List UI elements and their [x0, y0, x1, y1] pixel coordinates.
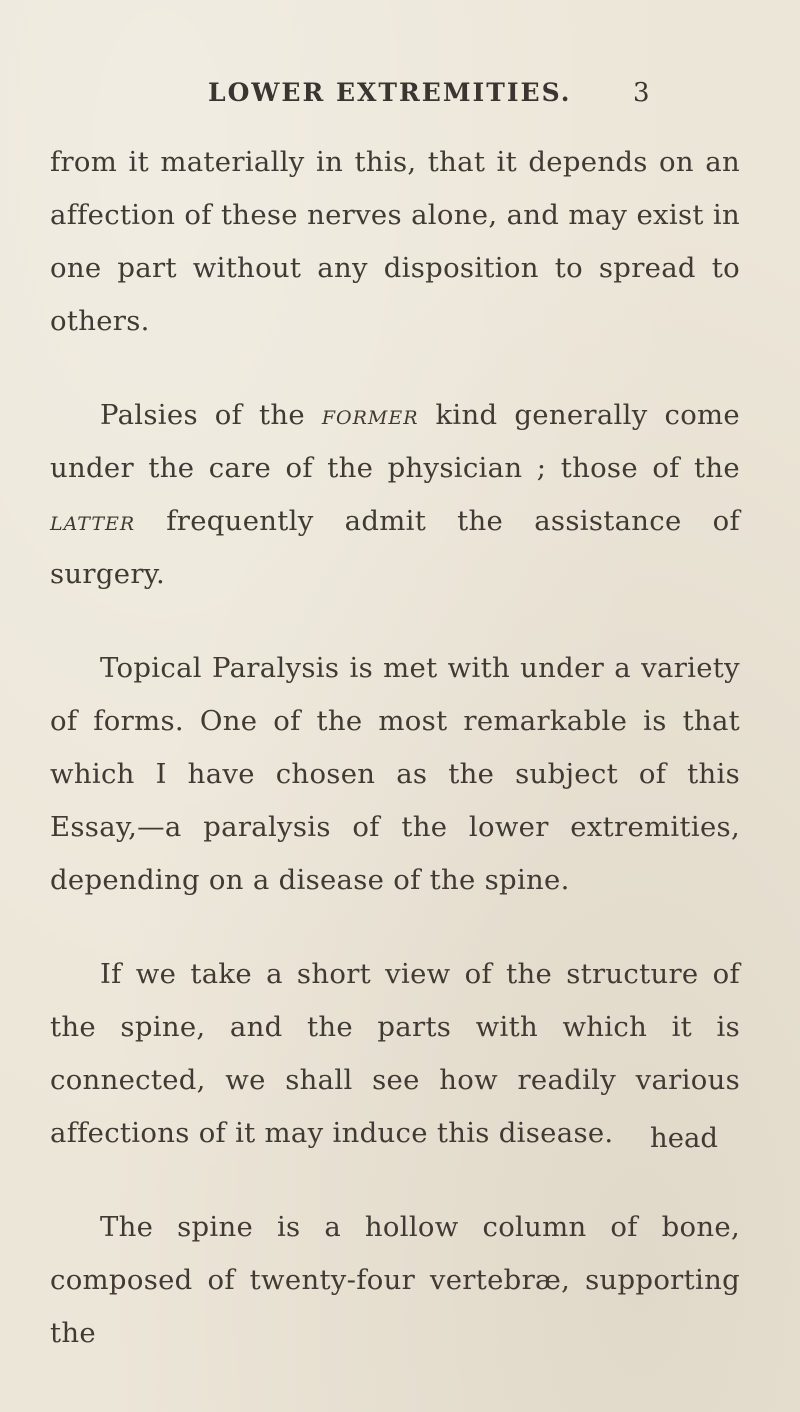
running-head: LOWER EXTREMITIES. [208, 78, 572, 107]
paragraph-2-text-b: kind generally come under the care of the physician ; those of the [50, 399, 741, 484]
paragraph-4-text: If we take a short view of the structure of the spine, and the parts with which it is connected, we shall see how readily various affections of it may induce this disease. [50, 958, 740, 1149]
paragraph-5-text: The spine is a hollow column of bone, composed of twenty-four vertebræ, supporting the [50, 1211, 740, 1349]
body-text [50, 136, 740, 1360]
paragraph-1 [50, 136, 740, 348]
paragraph-1-text: from it materially in this, that it depends on an affection of these nerves alone, and may exist in one part without any disposition to spread to others. [50, 146, 740, 337]
catchword: head [650, 1122, 718, 1154]
paragraph-3-text: Topical Paralysis is met with under a variety of forms. One of the most remarkable is that which I have chosen as the subject of this Essay,—a paralysis of the lower extremities, depending on a disease of the spine. [50, 652, 740, 896]
paragraph-4 [50, 948, 740, 1160]
page-number: 3 [633, 78, 650, 108]
paragraph-2-text-c: frequently admit the assistance of surgery. [50, 505, 740, 590]
paragraph-5 [50, 1201, 740, 1360]
page-header [0, 78, 800, 118]
small-caps-former: former [321, 399, 419, 431]
small-caps-latter: latter [50, 505, 136, 537]
paragraph-3 [50, 642, 740, 907]
paragraph-2-text-a: Palsies of the [100, 399, 322, 431]
paragraph-2 [50, 389, 740, 601]
